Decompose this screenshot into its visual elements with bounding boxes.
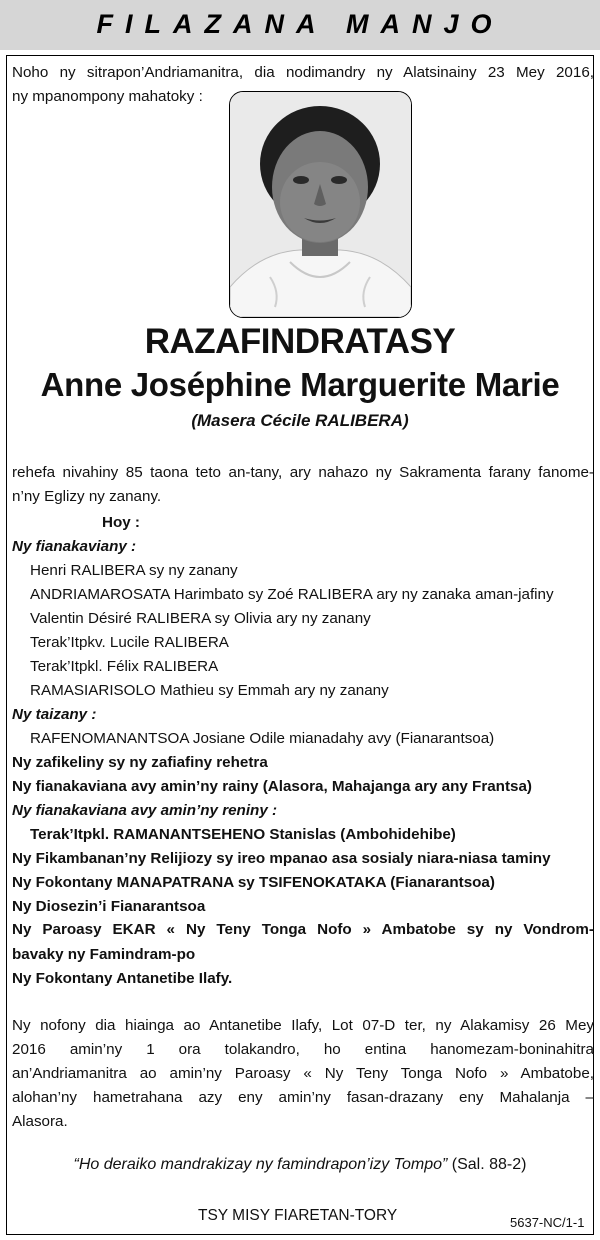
notice-reference: 5637-NC/1-1 (510, 1215, 585, 1230)
children-label: Ny fianakaviany : (12, 538, 137, 555)
family-member: Henri RALIBERA sy ny zanany (30, 562, 238, 579)
grandchildren-line: Ny zafikeliny sy ny zafiafiny rehetra (12, 754, 268, 771)
family-member: RAFENOMANANTSOA Josiane Odile mianadahy avy (Fianarantsoa) (30, 730, 495, 747)
funeral-line-1: Ny nofony dia hiainga ao Antanetibe Ilafy, Lot 07-D ter, ny Alakamisy 26 Mey (12, 1017, 594, 1034)
deceased-alias: (Masera Cécile RALIBERA) (191, 411, 409, 430)
header-banner (0, 0, 600, 50)
quote-text: “Ho deraiko mandrakizay ny famindrapon’izy Tompo” (73, 1156, 448, 1173)
deceased-surname: RAZAFINDRATASY (144, 322, 456, 361)
no-wake-notice: TSY MISY FIARETAN-TORY (198, 1207, 398, 1224)
funeral-line-5: Alasora. (12, 1113, 68, 1130)
family-member: Terak’Itpkv. Lucile RALIBERA (30, 634, 229, 651)
family-member: Valentin Désiré RALIBERA sy Olivia ary ny zanany (30, 610, 371, 627)
quote-reference: (Sal. 88-2) (451, 1156, 527, 1173)
intro-line-1: Noho ny sitrapon’Andriamanitra, dia nodimandry ny Alatsinainy 23 Mey 2016, (12, 64, 594, 81)
family-member: Terak’Itpkl. Félix RALIBERA (30, 658, 219, 675)
group-line: Ny Fokontany MANAPATRANA sy TSIFENOKATAKA (Fianarantsoa) (12, 874, 495, 891)
family-member: Terak’Itpkl. RAMANANTSEHENO Stanislas (Ambohidehibe) (30, 826, 456, 843)
portrait-photo (229, 91, 412, 318)
parish-line-2: bavaky ny Famindram-po (12, 946, 196, 963)
page-title: FILAZANA MANJO (96, 9, 504, 39)
funeral-line-2: 2016 amin’ny 1 ora tolakandro, ho entina hanomezam-boninahitra (12, 1041, 594, 1058)
hoy-label: Hoy : (102, 514, 140, 531)
details-line-2: n’ny Eglizy ny zanany. (12, 488, 162, 505)
funeral-line-3: an’Andriamanitra ao amin’ny Paroasy « Ny Teny Tonga Nofo » Ambatobe, (12, 1065, 594, 1082)
scripture-quote (0, 1156, 600, 1174)
group-line: Ny Diosezin’i Fianarantsoa (12, 898, 206, 915)
details-line-1: rehefa nivahiny 85 taona teto an-tany, ary nahazo ny Sakramenta farany fanome- (12, 464, 594, 481)
family-member: ANDRIAMAROSATA Harimbato sy Zoé RALIBERA ary ny zanaka aman-jafiny (30, 586, 554, 603)
family-member: RAMASIARISOLO Mathieu sy Emmah ary ny zanany (30, 682, 389, 699)
maternal-label: Ny fianakaviana avy amin’ny reniny : (12, 802, 278, 819)
funeral-line-4: alohan’ny hametrahana azy eny amin’ny fasan-drazany eny Mahalanja – (12, 1089, 594, 1106)
intro-line-2: ny mpanompony mahatoky : (12, 88, 203, 105)
siblings-label: Ny taizany : (12, 706, 97, 723)
fokontany-last-line: Ny Fokontany Antanetibe Ilafy. (12, 970, 233, 987)
portrait-photo-icon (230, 92, 411, 317)
paternal-family-line: Ny fianakaviana avy amin’ny rainy (Alasora, Mahajanga ary any Frantsa) (12, 778, 532, 795)
deceased-given-names: Anne Joséphine Marguerite Marie (40, 366, 560, 403)
parish-line-1: Ny Paroasy EKAR « Ny Teny Tonga Nofo » Ambatobe sy ny Vondrom- (12, 921, 594, 938)
group-line: Ny Fikambanan’ny Relijiozy sy ireo mpanao asa sosialy niara-niasa taminy (12, 850, 551, 867)
